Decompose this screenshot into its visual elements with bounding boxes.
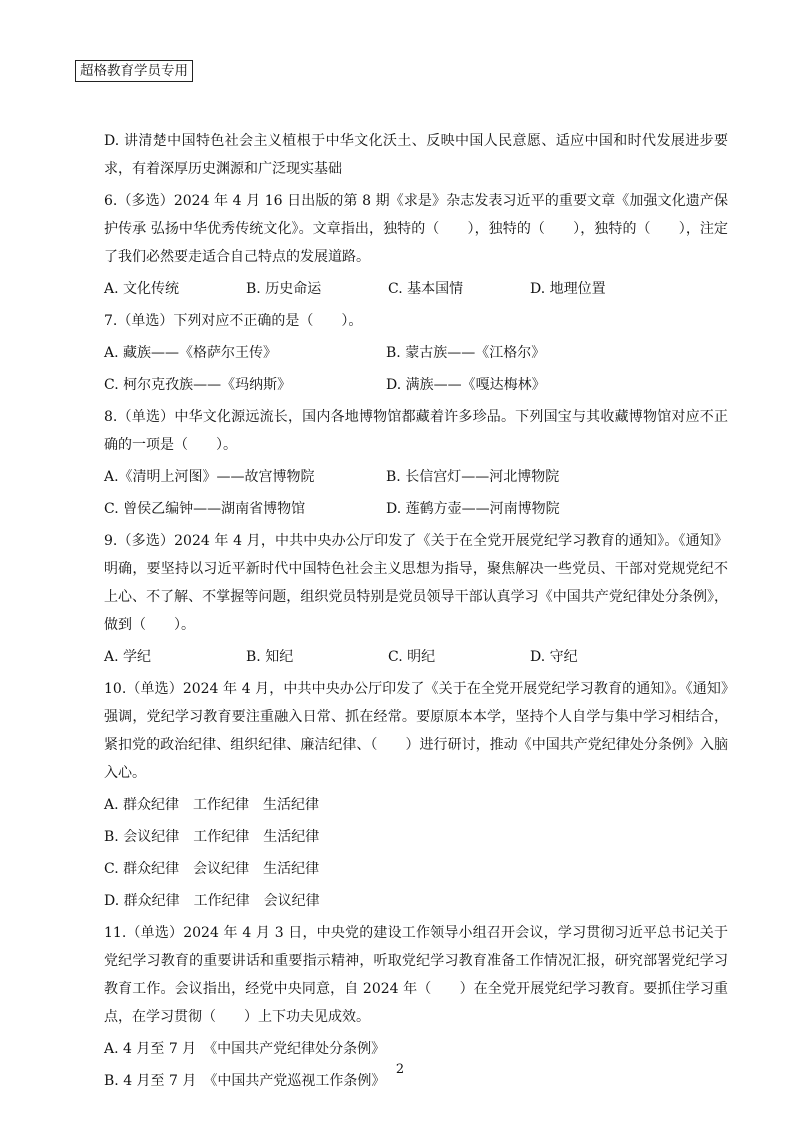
question-8-options-row-2 xyxy=(104,495,728,523)
question-11-option-b: B. 4 月至 7 月 《中国共产党巡视工作条例》 xyxy=(104,1073,386,1089)
question-10-option-a: A. 群众纪律 工作纪律 生活纪律 xyxy=(104,797,320,813)
question-8-options-row-1 xyxy=(104,463,728,491)
question-11-option-a: A. 4 月至 7 月 《中国共产党纪律处分条例》 xyxy=(104,1041,386,1057)
page-number: 2 xyxy=(395,1062,405,1077)
question-10-option-c: C. 群众纪律 会议纪律 生活纪律 xyxy=(104,861,320,877)
question-6-option-d: D. 地理位置 xyxy=(530,281,606,297)
header-label: 超格教育学员专用 xyxy=(75,60,193,82)
question-6-option-a: A. 文化传统 xyxy=(104,281,180,297)
question-9-stem: 9.（多选）2024 年 4 月，中共中央办公厅印发了《关于在全党开展党纪学习教育的通知》。《通知》明确，要坚持以习近平新时代中国特色社会主义思想为指导，聚焦解决一些党员、干部对党规党纪不上心、不了解、不掌握等问题，组织党员特别是党员领导干部认真学习《中国共产党纪律处分条例》，做到（ ）。 xyxy=(104,533,728,633)
question-8-option-d: D. 莲鹤方壶——河南博物院 xyxy=(386,501,560,517)
question-6-options xyxy=(104,275,728,303)
question-8-option-a: A.《清明上河图》——故宫博物院 xyxy=(104,469,315,485)
question-6-stem: 6.（多选）2024 年 4 月 16 日出版的第 8 期《求是》杂志发表习近平的重要文章《加强文化遗产保护传承 弘扬中华优秀传统文化》。文章指出，独特的（ ），独特的（ ），独特的（ ），注定了我们必然要走适合自己特点的发展道路。 xyxy=(104,193,728,265)
question-10-option-d: D. 群众纪律 工作纪律 会议纪律 xyxy=(104,893,320,909)
q5-option-d-continued: D. 讲清楚中国特色社会主义植根于中华文化沃土、反映中国人民意愿、适应中国和时代发展进步要求，有着深厚历史渊源和广泛现实基础 xyxy=(104,133,728,177)
question-6-option-c: C. 基本国情 xyxy=(388,281,464,297)
question-7-option-c: C. 柯尔克孜族——《玛纳斯》 xyxy=(104,377,292,393)
question-9-option-c: C. 明纪 xyxy=(388,649,436,665)
question-7-options-row-1 xyxy=(104,339,728,367)
question-7-option-a: A. 藏族——《格萨尔王传》 xyxy=(104,345,278,361)
question-8-option-b: B. 长信宫灯——河北博物院 xyxy=(386,469,560,485)
question-8-stem: 8.（单选）中华文化源远流长，国内各地博物馆都藏着许多珍品。下列国宝与其收藏博物馆对应不正确的一项是（ ）。 xyxy=(104,409,728,453)
question-10-stem: 10.（单选）2024 年 4 月，中共中央办公厅印发了《关于在全党开展党纪学习教育的通知》。《通知》强调，党纪学习教育要注重融入日常、抓在经常。要原原本本学，坚持个人自学与集中学习相结合，紧扣党的政治纪律、组织纪律、廉洁纪律、（ ）进行研讨，推动《中国共产党纪律处分条例》入脑入心。 xyxy=(104,681,728,781)
question-7-stem: 7.（单选）下列对应不正确的是（ ）。 xyxy=(104,313,363,329)
question-7-option-d: D. 满族——《嘎达梅林》 xyxy=(386,377,546,393)
question-6-option-b: B. 历史命运 xyxy=(246,281,322,297)
question-9-options xyxy=(104,643,728,671)
question-10-option-b: B. 会议纪律 工作纪律 生活纪律 xyxy=(104,829,320,845)
question-9-option-b: B. 知纪 xyxy=(246,649,294,665)
document-body xyxy=(104,127,728,1099)
question-7-option-b: B. 蒙古族——《江格尔》 xyxy=(386,345,546,361)
question-9-option-a: A. 学纪 xyxy=(104,649,152,665)
question-8-option-c: C. 曾侯乙编钟——湖南省博物馆 xyxy=(104,501,306,517)
question-9-option-d: D. 守纪 xyxy=(530,649,578,665)
question-11-stem: 11.（单选）2024 年 4 月 3 日，中央党的建设工作领导小组召开会议，学习贯彻习近平总书记关于党纪学习教育的重要讲话和重要指示精神，听取党纪学习教育准备工作情况汇报，研究部署党纪学习教育工作。会议指出，经党中央同意，自 2024 年（ ）在全党开展党纪学习教育。要抓住学习重点，在学习贯彻（ ）上下功夫见成效。 xyxy=(104,925,728,1025)
question-7-options-row-2 xyxy=(104,371,728,399)
